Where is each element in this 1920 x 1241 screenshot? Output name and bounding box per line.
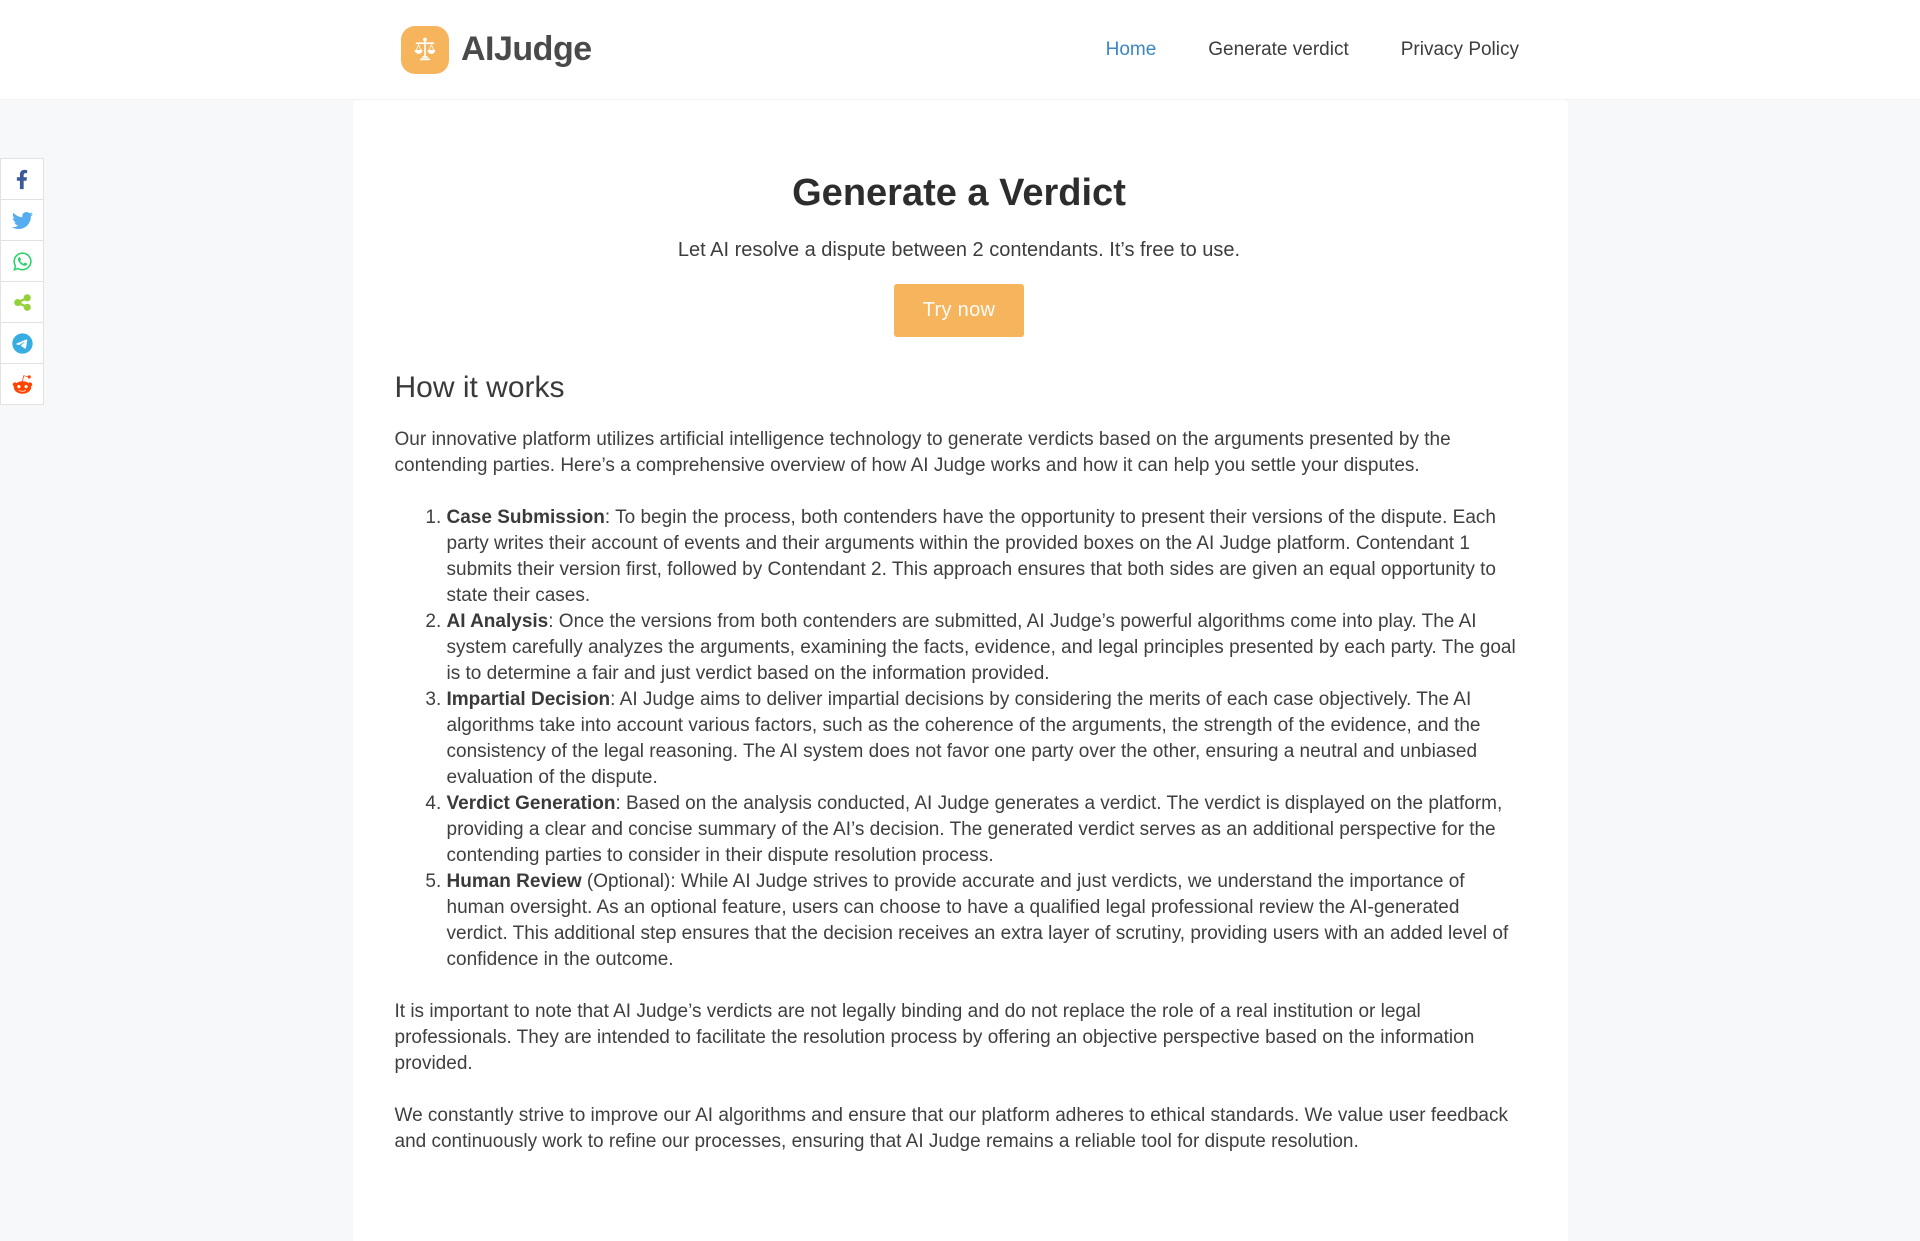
step-text: : Once the versions from both contenders are submitted, AI Judge’s powerful algorithms come into play. The AI system carefully analyzes the arguments, examining the facts, evidence, and legal principles presented by each party. The goal is to determine a fair and just verdict based on the information provided. (446, 611, 1516, 684)
step-impartial-decision (447, 687, 1524, 791)
nav-link-home[interactable]: Home (1105, 38, 1157, 60)
content-card (353, 100, 1568, 1241)
how-it-works-heading: How it works (394, 371, 565, 404)
whatsapp-icon (12, 251, 33, 272)
step-title: AI Analysis (446, 611, 549, 632)
site-header (0, 0, 1920, 100)
step-text: : Based on the analysis conducted, AI Judge generates a verdict. The verdict is displayed on the platform, providing a clear and concise summary of the AI’s decision. The generated verdict serves as an additional perspective for the contending parties to consider in their dispute resolution process. (446, 793, 1503, 866)
step-text: : AI Judge aims to deliver impartial decisions by considering the merits of each case objectively. The AI algorithms take into account various factors, such as the coherence of the arguments, the strength of the evidence, and the consistency of the legal reasoning. The AI system does not favor one party over the other, ensuring a neutral and unbiased evaluation of the dispute. (446, 689, 1481, 788)
improvement-paragraph: We constantly strive to improve our AI algorithms and ensure that our platform adheres to ethical standards. We value user feedback and continuously work to refine our processes, ensuring that AI Judge remains a reliable tool for dispute resolution. (394, 1105, 1508, 1152)
disclaimer-paragraph: It is important to note that AI Judge’s verdicts are not legally binding and do not replace the role of a real institution or legal professionals. They are intended to facilitate the resolution process by offering an objective perspective based on the information provided. (394, 1001, 1475, 1074)
step-title: Human Review (446, 871, 582, 892)
facebook-icon (16, 169, 28, 190)
twitter-icon (12, 210, 33, 231)
share-sidebar (0, 158, 44, 405)
step-title: Impartial Decision (446, 689, 611, 710)
scales-of-justice-icon (401, 26, 449, 74)
page-title: Generate a Verdict (792, 172, 1126, 214)
share-sharethis-button[interactable] (0, 281, 44, 323)
share-telegram-button[interactable] (0, 322, 44, 364)
reddit-icon (12, 374, 33, 395)
telegram-icon (12, 333, 33, 354)
nav-link-privacy-policy[interactable]: Privacy Policy (1400, 38, 1519, 60)
step-case-submission (447, 505, 1524, 609)
try-now-button[interactable]: Try now (894, 284, 1024, 337)
step-text: : To begin the process, both contenders have the opportunity to present their versions of the dispute. Each party writes their account of events and their arguments within the provided boxes on the AI Judge platform. Contendant 1 submits their version first, followed by Contendant 2. This approach ensures that both sides are given an equal opportunity to state their cases. (446, 507, 1496, 606)
how-it-works-intro: Our innovative platform utilizes artificial intelligence technology to generate verdicts based on the arguments presented by the contending parties. Here’s a comprehensive overview of how AI Judge works and how it can help you settle your disputes. (394, 429, 1451, 476)
step-text: (Optional): While AI Judge strives to provide accurate and just verdicts, we understand the importance of human oversight. As an optional feature, users can choose to have a qualified legal professional review the AI-generated verdict. This additional step ensures that the decision receives an extra layer of scrutiny, providing users with an added level of confidence in the outcome. (446, 871, 1509, 970)
brand-logo[interactable] (401, 26, 592, 74)
step-verdict-generation (447, 791, 1524, 869)
share-reddit-button[interactable] (0, 363, 44, 405)
share-nodes-icon (13, 293, 32, 312)
share-facebook-button[interactable] (0, 158, 44, 200)
share-whatsapp-button[interactable] (0, 240, 44, 282)
nav-link-generate-verdict[interactable]: Generate verdict (1208, 38, 1349, 60)
how-it-works-steps (395, 505, 1524, 973)
step-title: Case Submission (446, 507, 605, 528)
share-twitter-button[interactable] (0, 199, 44, 241)
step-ai-analysis (447, 609, 1524, 687)
step-human-review (447, 869, 1524, 973)
step-title: Verdict Generation (446, 793, 616, 814)
brand-name: AIJudge (461, 30, 592, 68)
page-subtitle: Let AI resolve a dispute between 2 contendants. It’s free to use. (677, 239, 1241, 261)
main-nav (1106, 39, 1519, 61)
